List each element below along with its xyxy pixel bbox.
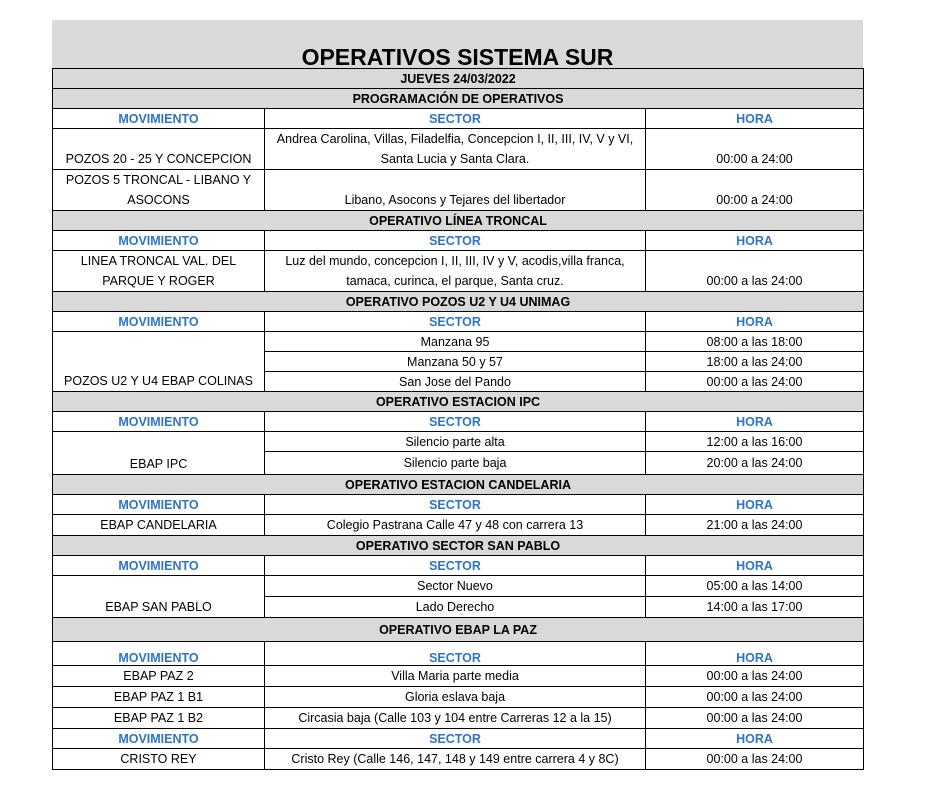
hora-cell: 00:00 a las 24:00 bbox=[646, 708, 864, 729]
sector-cell: Luz del mundo, concepcion I, II, III, IV y V, acodis,villa franca, tamaca, curinca, el parque, Santa cruz. bbox=[265, 251, 646, 292]
section-title: OPERATIVO EBAP LA PAZ bbox=[53, 618, 864, 642]
hora-cell: 05:00 a las 14:00 bbox=[646, 576, 864, 597]
section-title: OPERATIVO SECTOR SAN PABLO bbox=[53, 536, 864, 556]
hora-cell: 00:00 a 24:00 bbox=[646, 129, 864, 170]
header-hora: HORA bbox=[646, 642, 864, 666]
movimiento-cell: EBAP CANDELARIA bbox=[53, 515, 265, 536]
movimiento-cell: EBAP PAZ 2 bbox=[53, 666, 265, 687]
sector-cell: Manzana 50 y 57 bbox=[265, 352, 646, 372]
section-title: PROGRAMACIÓN DE OPERATIVOS bbox=[53, 89, 864, 109]
sector-cell: Lado Derecho bbox=[265, 597, 646, 618]
sector-cell: Sector Nuevo bbox=[265, 576, 646, 597]
table-row bbox=[53, 129, 864, 170]
spreadsheet bbox=[52, 20, 863, 770]
operativos-table bbox=[52, 68, 864, 770]
movimiento-cell: POZOS U2 Y U4 EBAP COLINAS bbox=[53, 332, 265, 392]
hora-cell: 00:00 a las 24:00 bbox=[646, 372, 864, 392]
header-movimiento: MOVIMIENTO bbox=[53, 109, 265, 129]
sector-cell: Andrea Carolina, Villas, Filadelfia, Concepcion I, II, III, IV, V y VI, Santa Lucia y Santa Clara. bbox=[265, 129, 646, 170]
sector-cell: Cristo Rey (Calle 146, 147, 148 y 149 entre carrera 4 y 8C) bbox=[265, 749, 646, 770]
header-hora: HORA bbox=[646, 231, 864, 251]
movimiento-cell: CRISTO REY bbox=[53, 749, 265, 770]
header-hora: HORA bbox=[646, 109, 864, 129]
movimiento-cell: EBAP PAZ 1 B2 bbox=[53, 708, 265, 729]
header-movimiento: MOVIMIENTO bbox=[53, 729, 265, 749]
sector-cell: Colegio Pastrana Calle 47 y 48 con carrera 13 bbox=[265, 515, 646, 536]
sector-cell: Silencio parte baja bbox=[265, 452, 646, 475]
section-title: OPERATIVO LÍNEA TRONCAL bbox=[53, 211, 864, 231]
hora-cell: 00:00 a 24:00 bbox=[646, 170, 864, 211]
header-movimiento: MOVIMIENTO bbox=[53, 412, 265, 432]
header-hora: HORA bbox=[646, 495, 864, 515]
hora-cell: 20:00 a las 24:00 bbox=[646, 452, 864, 475]
header-hora: HORA bbox=[646, 729, 864, 749]
sector-cell: San Jose del Pando bbox=[265, 372, 646, 392]
header-movimiento: MOVIMIENTO bbox=[53, 312, 265, 332]
header-movimiento: MOVIMIENTO bbox=[53, 642, 265, 666]
sector-cell: Gloria eslava baja bbox=[265, 687, 646, 708]
header-sector: SECTOR bbox=[265, 109, 646, 129]
hora-cell: 12:00 a las 16:00 bbox=[646, 432, 864, 452]
header-sector: SECTOR bbox=[265, 312, 646, 332]
table-row bbox=[53, 749, 864, 770]
header-sector: SECTOR bbox=[265, 231, 646, 251]
hora-cell: 00:00 a las 24:00 bbox=[646, 749, 864, 770]
hora-cell: 18:00 a las 24:00 bbox=[646, 352, 864, 372]
sector-cell: Silencio parte alta bbox=[265, 432, 646, 452]
table-row bbox=[53, 576, 864, 597]
table-row bbox=[53, 515, 864, 536]
sector-cell: Circasia baja (Calle 103 y 104 entre Carreras 12 a la 15) bbox=[265, 708, 646, 729]
section-title: OPERATIVO ESTACION IPC bbox=[53, 392, 864, 412]
movimiento-cell: POZOS 20 - 25 Y CONCEPCION bbox=[53, 129, 265, 170]
header-movimiento: MOVIMIENTO bbox=[53, 231, 265, 251]
movimiento-cell: LINEA TRONCAL VAL. DEL PARQUE Y ROGER bbox=[53, 251, 265, 292]
header-sector: SECTOR bbox=[265, 642, 646, 666]
header-hora: HORA bbox=[646, 312, 864, 332]
hora-cell: 00:00 a las 24:00 bbox=[646, 687, 864, 708]
table-row bbox=[53, 666, 864, 687]
header-sector: SECTOR bbox=[265, 729, 646, 749]
header-hora: HORA bbox=[646, 412, 864, 432]
date-row: JUEVES 24/03/2022 bbox=[53, 69, 864, 89]
section-title: OPERATIVO POZOS U2 Y U4 UNIMAG bbox=[53, 292, 864, 312]
hora-cell: 00:00 a las 24:00 bbox=[646, 251, 864, 292]
section-title: OPERATIVO ESTACION CANDELARIA bbox=[53, 475, 864, 495]
sector-cell: Manzana 95 bbox=[265, 332, 646, 352]
hora-cell: 08:00 a las 18:00 bbox=[646, 332, 864, 352]
header-sector: SECTOR bbox=[265, 495, 646, 515]
sheet-title: OPERATIVOS SISTEMA SUR bbox=[52, 20, 863, 68]
movimiento-cell: EBAP SAN PABLO bbox=[53, 576, 265, 618]
table-row bbox=[53, 687, 864, 708]
header-movimiento: MOVIMIENTO bbox=[53, 495, 265, 515]
hora-cell: 14:00 a las 17:00 bbox=[646, 597, 864, 618]
header-hora: HORA bbox=[646, 556, 864, 576]
movimiento-cell: EBAP IPC bbox=[53, 432, 265, 475]
hora-cell: 00:00 a las 24:00 bbox=[646, 666, 864, 687]
movimiento-cell: EBAP PAZ 1 B1 bbox=[53, 687, 265, 708]
sector-cell: Libano, Asocons y Tejares del libertador bbox=[265, 170, 646, 211]
table-row bbox=[53, 170, 864, 211]
table-row bbox=[53, 432, 864, 452]
header-sector: SECTOR bbox=[265, 412, 646, 432]
header-movimiento: MOVIMIENTO bbox=[53, 556, 265, 576]
table-row bbox=[53, 708, 864, 729]
table-row bbox=[53, 251, 864, 292]
table-row bbox=[53, 332, 864, 352]
hora-cell: 21:00 a las 24:00 bbox=[646, 515, 864, 536]
movimiento-cell: POZOS 5 TRONCAL - LIBANO Y ASOCONS bbox=[53, 170, 265, 211]
sector-cell: Villa Maria parte media bbox=[265, 666, 646, 687]
header-sector: SECTOR bbox=[265, 556, 646, 576]
